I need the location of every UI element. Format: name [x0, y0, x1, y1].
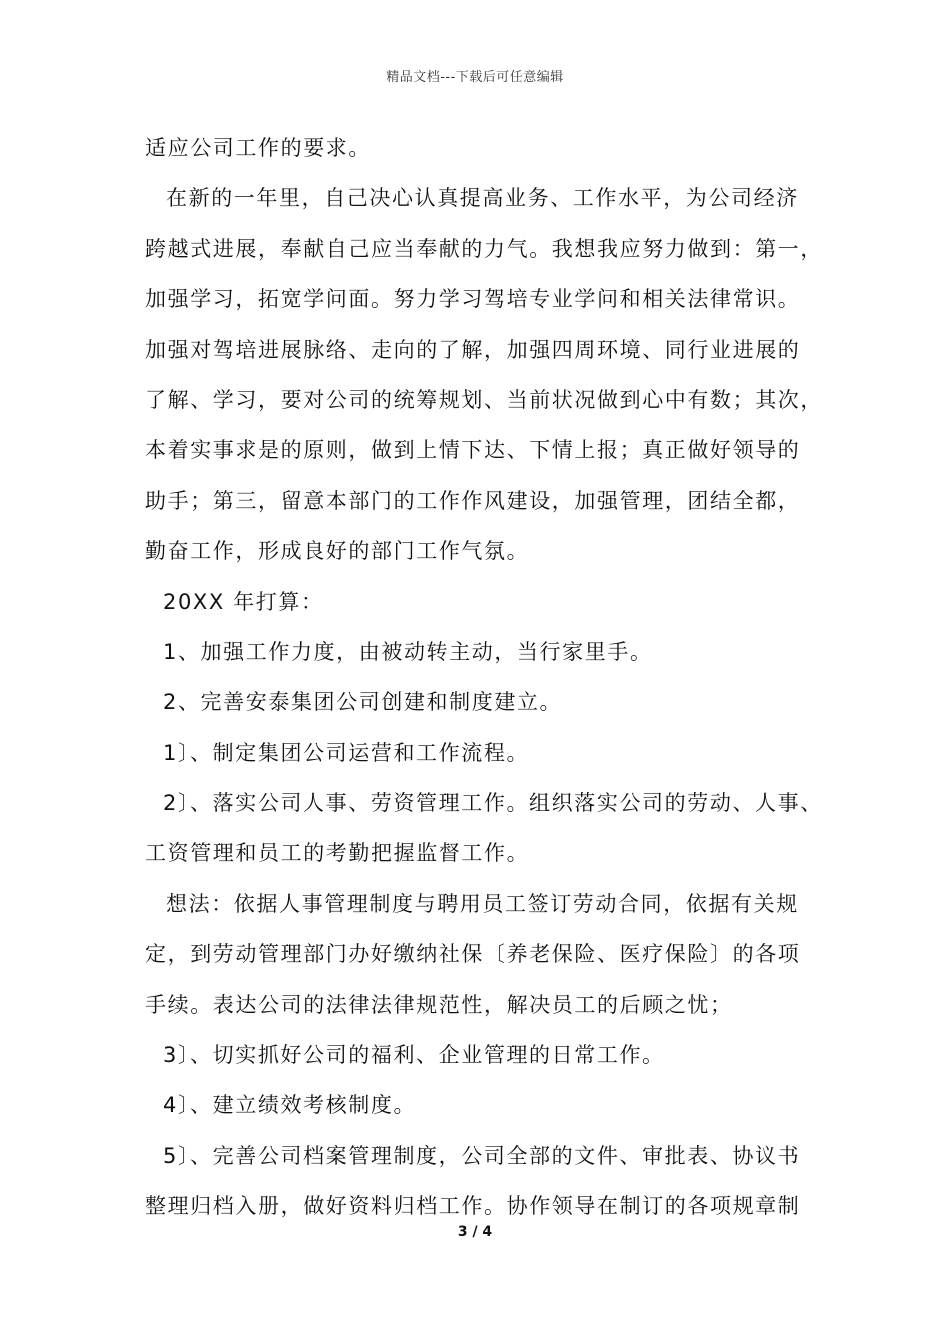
section-heading: 20XX 年打算： [163, 589, 324, 614]
paragraph-line: 加强学习，拓宽学问面。努力学习驾培专业学问和相关法律常识。 [145, 287, 801, 312]
paragraph-line: 加强对驾培进展脉络、走向的了解，加强四周环境、同行业进展的 [145, 337, 801, 362]
paragraph-line: 手续。表达公司的法律法律规范性，解决员工的后顾之忧； [145, 992, 733, 1017]
paragraph-line: 整理归档入册，做好资料归档工作。协作领导在制订的各项规章制 [145, 1194, 801, 1219]
list-item: 2、完善安泰集团公司创建和制度建立。 [163, 690, 563, 715]
paragraph-line: 工资管理和员工的考勤把握监督工作。 [145, 841, 530, 866]
list-item: 4〕、建立绩效考核制度。 [163, 1093, 417, 1118]
list-item: 5〕、完善公司档案管理制度，公司全部的文件、审批表、协议书 [163, 1143, 801, 1168]
list-item: 2〕、落实公司人事、劳资管理工作。组织落实公司的劳动、人事、 [163, 791, 823, 816]
paragraph-line: 本着实事求是的原则，做到上情下达、下情上报；真正做好领导的 [145, 438, 801, 463]
paragraph-line: 跨越式进展，奉献自己应当奉献的力气。我想我应努力做到：第一， [145, 236, 823, 261]
paragraph-line: 定，到劳动管理部门办好缴纳社保〔养老保险、医疗保险〕的各项 [145, 942, 801, 967]
paragraph-line: 在新的一年里，自己决心认真提高业务、工作水平，为公司经济 [166, 186, 799, 211]
paragraph-line: 助手；第三，留意本部门的工作作风建设，加强管理，团结全都， [145, 488, 801, 513]
list-item: 1、加强工作力度，由被动转主动，当行家里手。 [163, 639, 653, 664]
list-item: 1〕、制定集团公司运营和工作流程。 [163, 740, 530, 765]
header-note: 精品文档---下载后可任意编辑 [386, 70, 564, 85]
paragraph-line: 适应公司工作的要求。 [145, 136, 371, 160]
paragraph-line: 勤奋工作，形成良好的部门工作气氛。 [145, 539, 530, 564]
paragraph-line: 想法：依据人事管理制度与聘用员工签订劳动合同，依据有关规 [166, 891, 799, 916]
list-item: 3〕、切实抓好公司的福利、企业管理的日常工作。 [163, 1043, 665, 1068]
paragraph-line: 了解、学习，要对公司的统筹规划、当前状况做到心中有数；其次， [145, 387, 823, 412]
body-text [145, 128, 825, 1237]
page-number: 3 / 4 [457, 1224, 493, 1240]
